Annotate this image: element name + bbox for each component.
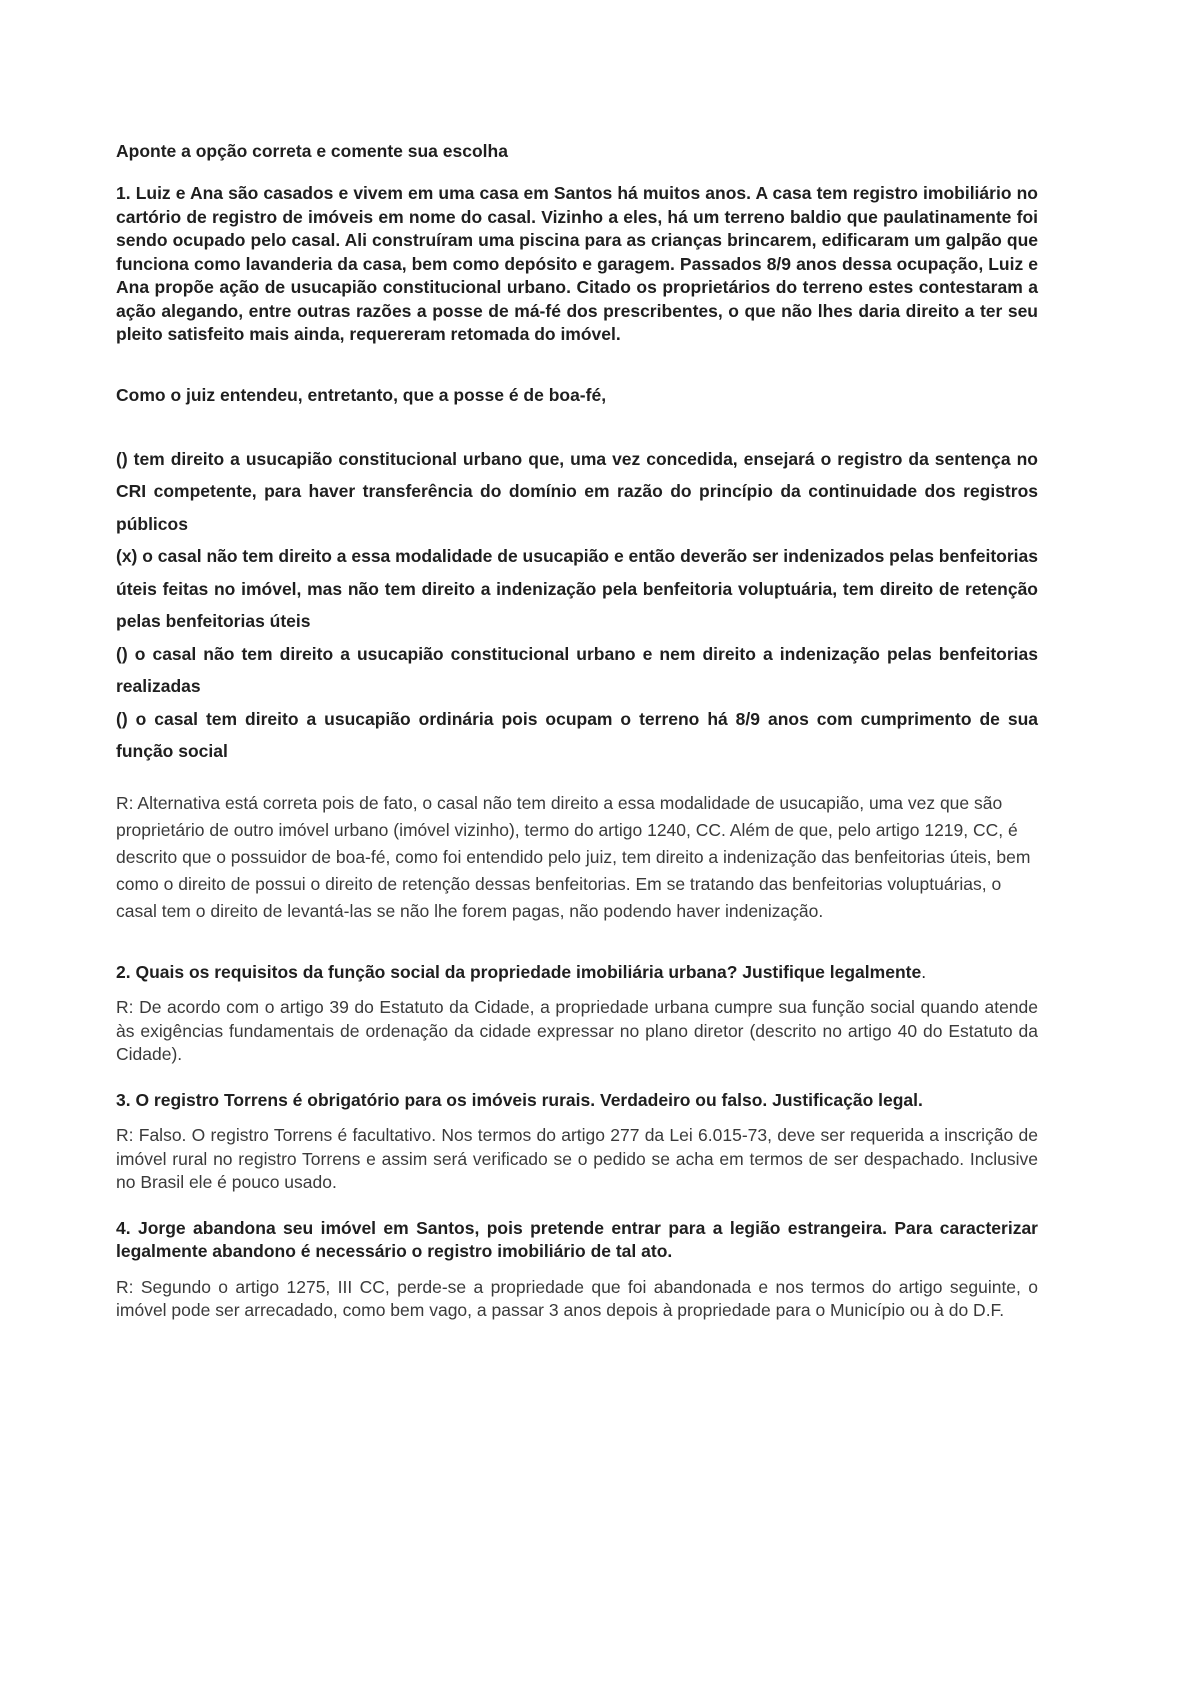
option-2: (x) o casal não tem direito a essa modalidade de usucapião e então deverão ser indenizados pelas benfeitorias úteis feitas no imóvel, mas não tem direito a indenização pela benfeitoria voluptuária, tem direito de retenção pelas benfeitorias úteis (116, 546, 1038, 631)
question-1-text: 1. Luiz e Ana são casados e vivem em uma casa em Santos há muitos anos. A casa tem registro imobiliário no cartório de registro de imóveis em nome do casal. Vizinho a eles, há um terreno baldio que paulatinamente foi sendo ocupado pelo casal. Ali construíram uma piscina para as crianças brincarem, edificaram um galpão que funciona como lavanderia da casa, bem como depósito e garagem. Passados 8/9 anos dessa ocupação, Luiz e Ana propõe ação de usucapião constitucional urbano. Citado os proprietários do terreno estes contestaram a ação alegando, entre outras razões a posse de má-fé dos prescribentes, o que não lhes daria direito a ter seu pleito satisfeito mais ainda, requereram retomada do imóvel. (116, 183, 1038, 344)
option-4: () o casal tem direito a usucapião ordinária pois ocupam o terreno há 8/9 anos com cumprimento de sua função social (116, 708, 1038, 761)
question-4-answer: R: Segundo o artigo 1275, III CC, perde-se a propriedade que foi abandonada e nos termos do artigo seguinte, o imóvel pode ser arrecadado, como bem vago, a passar 3 anos depois à propriedade para o Município ou à do D.F. (116, 1276, 1038, 1320)
question-3-text: 3. O registro Torrens é obrigatório para os imóveis rurais. Verdadeiro ou falso. Justificação legal. (116, 1089, 923, 1110)
question-1-options (116, 443, 1038, 768)
document-heading: Aponte a opção correta e comente sua escolha (116, 141, 508, 161)
question-2-answer: R: De acordo com o artigo 39 do Estatuto da Cidade, a propriedade urbana cumpre sua função social quando atende às exigências fundamentais de ordenação da cidade expressar no plano diretor (descrito no artigo 40 do Estatuto da Cidade). (116, 997, 1038, 1064)
question-2 (116, 961, 1038, 1067)
question-2-trailing-period: . (921, 961, 927, 982)
option-1: () tem direito a usucapião constitucional urbano que, uma vez concedida, ensejará o registro da sentença no CRI competente, para haver transferência do domínio em razão do princípio da continuidade dos registros públicos (116, 448, 1038, 534)
option-3: () o casal não tem direito a usucapião constitucional urbano e nem direito a indenização pelas benfeitorias realizadas (116, 643, 1038, 696)
question-1-answer: R: Alternativa está correta pois de fato, o casal não tem direito a essa modalidade de usucapião, uma vez que são proprietário de outro imóvel urbano (imóvel vizinho), termo do artigo 1240, CC. Além de que, pelo artigo 1219, CC, é descrito que o possuidor de boa-fé, como foi entendido pelo juiz, tem direito a indenização das benfeitorias úteis, bem como o direito de possui o direito de retenção dessas benfeitorias. Em se tratando das benfeitorias voluptuárias, o casal tem o direito de levantá-las se não lhe forem pagas, não podendo haver indenização. (116, 792, 1031, 921)
question-4-text: 4. Jorge abandona seu imóvel em Santos, pois pretende entrar para a legião estrangeira. Para caracterizar legalmente abandono é necessário o registro imobiliário de tal ato. (116, 1217, 1038, 1261)
document-page (116, 140, 1038, 1323)
question-1 (116, 182, 1038, 925)
question-2-title: 2. Quais os requisitos da função social da propriedade imobiliária urbana? Justifique legalmente (116, 961, 922, 982)
question-3 (116, 1089, 1038, 1195)
question-1-intro: Como o juiz entendeu, entretanto, que a posse é de boa-fé, (116, 384, 607, 405)
question-2-text (116, 961, 1038, 985)
question-3-answer: R: Falso. O registro Torrens é facultativo. Nos termos do artigo 277 da Lei 6.015-73, deve ser requerida a inscrição de imóvel rural no registro Torrens e assim será verificado se o pedido se acha em termos de ser despachado. Inclusive no Brasil ele é pouco usado. (116, 1125, 1038, 1192)
question-4 (116, 1217, 1038, 1323)
